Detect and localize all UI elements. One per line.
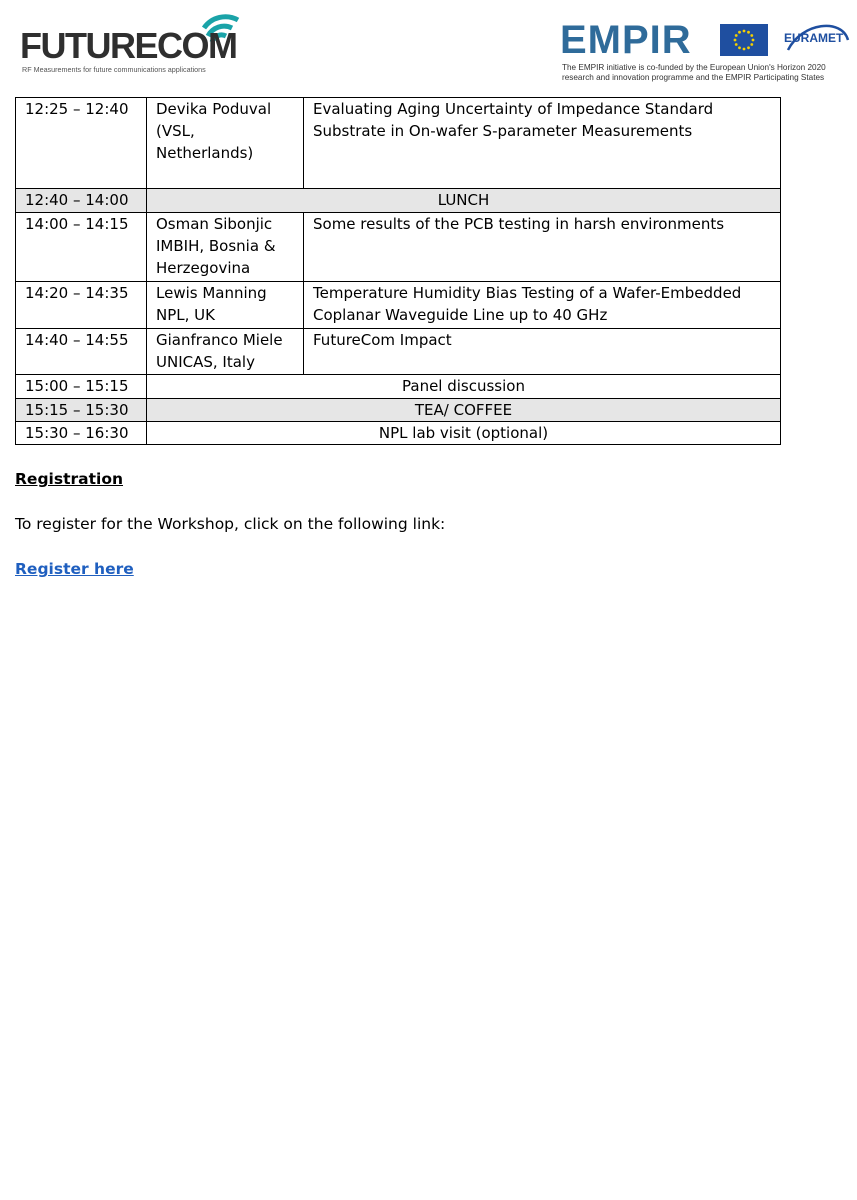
title-cell: Evaluating Aging Uncertainty of Impedance Standard Substrate in On-wafer S-parameter Measurements — [304, 98, 781, 189]
euramet-wordmark: EURAMET — [784, 31, 844, 45]
empir-note-line-1: The EMPIR initiative is co-funded by the European Union's Horizon 2020 — [562, 63, 826, 72]
euramet-logo — [782, 20, 852, 64]
table-row — [16, 189, 781, 213]
table-row — [16, 329, 781, 375]
time-cell: 14:40 – 14:55 — [16, 329, 147, 375]
time-cell: 15:15 – 15:30 — [16, 399, 147, 422]
speaker-cell: Osman Sibonjic IMBIH, Bosnia & Herzegovina — [147, 213, 304, 282]
session-cell: LUNCH — [147, 189, 781, 213]
table-row — [16, 422, 781, 445]
table-row — [16, 282, 781, 329]
time-cell: 15:30 – 16:30 — [16, 422, 147, 445]
speaker-cell: Gianfranco Miele UNICAS, Italy — [147, 329, 304, 375]
futurecom-tagline: RF Measurements for future communications applications — [22, 65, 206, 74]
time-cell: 12:25 – 12:40 — [16, 98, 147, 189]
table-row — [16, 375, 781, 399]
registration-heading: Registration — [15, 470, 124, 488]
futurecom-logo — [20, 8, 250, 74]
futurecom-wordmark: FUTURECOM — [20, 25, 237, 66]
time-cell: 15:00 – 15:15 — [16, 375, 147, 399]
speaker-cell: Lewis Manning NPL, UK — [147, 282, 304, 329]
time-cell: 12:40 – 14:00 — [16, 189, 147, 213]
registration-text: To register for the Workshop, click on the following link: — [15, 515, 446, 533]
title-cell: Some results of the PCB testing in harsh environments — [304, 213, 781, 282]
session-cell: NPL lab visit (optional) — [147, 422, 781, 445]
empir-note-line-2: research and innovation programme and the EMPIR Participating States — [562, 73, 825, 82]
session-cell: TEA/ COFFEE — [147, 399, 781, 422]
time-cell: 14:20 – 14:35 — [16, 282, 147, 329]
title-cell: FutureCom Impact — [304, 329, 781, 375]
speaker-cell: Devika Poduval (VSL, Netherlands) — [147, 98, 304, 189]
registration-section — [15, 468, 445, 580]
table-row — [16, 213, 781, 282]
register-here-link[interactable]: Register here — [15, 560, 134, 578]
empir-logo — [560, 18, 852, 88]
table-row — [16, 399, 781, 422]
title-cell: Temperature Humidity Bias Testing of a Wafer-Embedded Coplanar Waveguide Line up to 40 GHz — [304, 282, 781, 329]
session-cell: Panel discussion — [147, 375, 781, 399]
table-row — [16, 98, 781, 189]
schedule-table — [15, 97, 781, 445]
empir-cofunding-note — [562, 63, 854, 83]
euramet-swoosh-icon — [782, 20, 852, 60]
eu-flag-icon — [720, 24, 768, 56]
empir-wordmark: EMPIR — [560, 18, 692, 62]
time-cell: 14:00 – 14:15 — [16, 213, 147, 282]
